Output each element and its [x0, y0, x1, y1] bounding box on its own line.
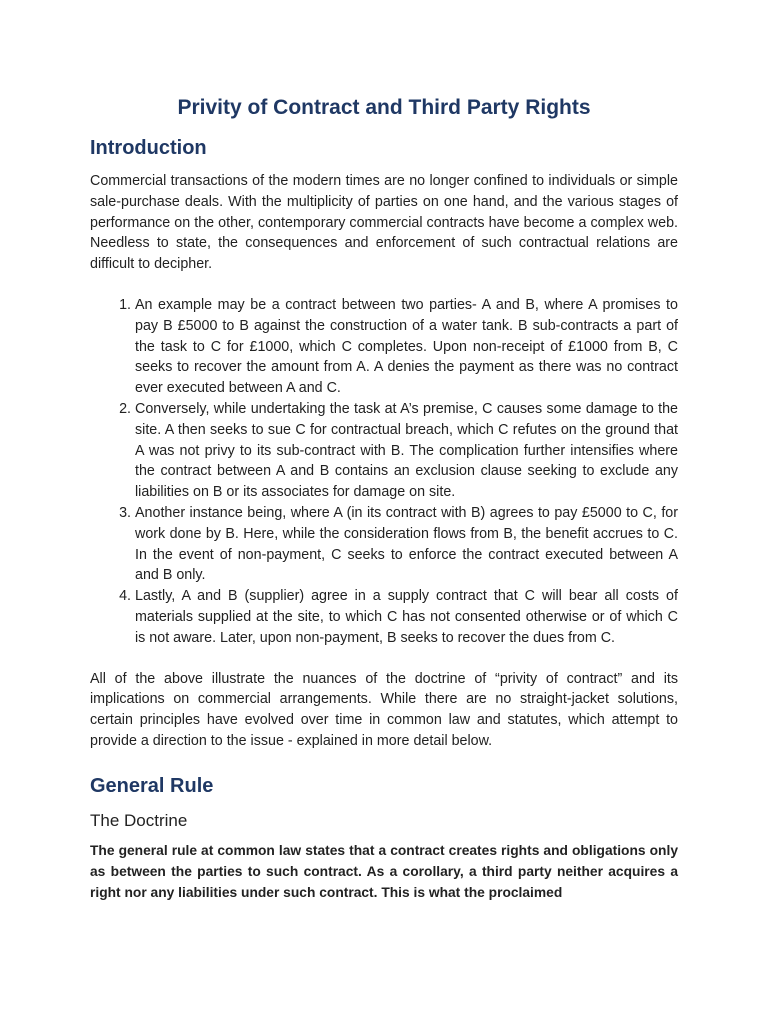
- introduction-heading: Introduction: [90, 137, 207, 159]
- general-rule-heading: General Rule: [90, 774, 214, 797]
- introduction-section: [90, 134, 678, 752]
- doctrine-subheading: The Doctrine: [90, 810, 188, 830]
- document-title: Privity of Contract and Third Party Rights: [177, 96, 591, 119]
- doctrine-paragraph: The general rule at common law states that a contract creates rights and obligations only as between the parties to such contract. As a corollary, a third party neither acquires a right nor any liabilities under such contract. This is what the proclaimed: [90, 842, 678, 900]
- examples-list: [90, 295, 678, 649]
- introduction-closing-paragraph: All of the above illustrate the nuances of the doctrine of “privity of contract” and its implications on commercial arrangements. While there are no straight-jacket solutions, certain principles have evolved over time in common law and statutes, which attempt to provide a direction to the issue - explained in more detail below.: [90, 670, 678, 749]
- list-item: 1. An example may be a contract between two parties- A and B, where A promises to pay B £5000 to B against the construction of a water tank. B sub-contracts a part of the task to C for £1000, which C completes. Upon non-receipt of £1000 from B, C seeks to recover the amount from A. A denies the payment as there was no contract ever executed between A and C.: [135, 295, 678, 399]
- list-item: 4. Lastly, A and B (supplier) agree in a supply contract that C will bear all costs of materials supplied at the site, to which C has not consented otherwise or of which C is not aware. Later, upon non-payment, B seeks to recover the dues from C.: [135, 586, 678, 648]
- introduction-paragraph: Commercial transactions of the modern times are no longer confined to individuals or simple sale-purchase deals. With the multiplicity of parties on one hand, and the various stages of performance on the other, contemporary commercial contracts have become a complex web. Needless to state, the consequences and enforcement of such contractual relations are difficult to decipher.: [90, 173, 678, 273]
- general-rule-section: [90, 772, 678, 903]
- list-item: 2. Conversely, while undertaking the task at A’s premise, C causes some damage to the site. A then seeks to sue C for contractual breach, which C refutes on the ground that A was not privy to its sub-contract with B. The complication further intensifies where the contract between A and B contains an exclusion clause seeking to exclude any liabilities on B or its associates for damage on site.: [135, 399, 678, 503]
- list-item: 3. Another instance being, where A (in its contract with B) agrees to pay £5000 to C, for work done by B. Here, while the consideration flows from B, the benefit accrues to C. In the event of non-payment, C seeks to enforce the contract executed between A and B only.: [135, 503, 678, 586]
- document-page: [90, 90, 678, 923]
